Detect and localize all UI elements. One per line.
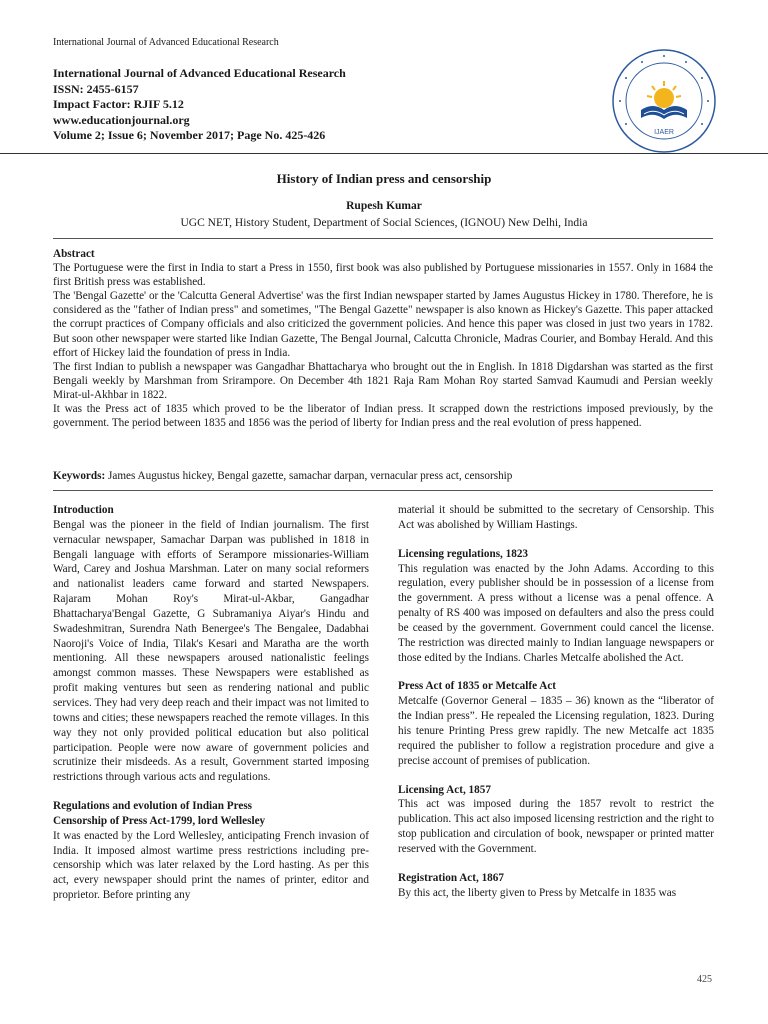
- censorship-text: It was enacted by the Lord Wellesley, anticipating French invasion of India. It imposed almost wartime press restrictions including pre-censorship which was later relaxed by the Lord hasting. As per this act, every newspaper should print the names of printer, editor and proprietor. Before printing any: [53, 829, 369, 902]
- introduction-text: Bengal was the pioneer in the field of Indian journalism. The first vernacular newspaper, Samachar Darpan was published in 1818 in Bengali language with efforts of Serampore missionaries-William Ward, Carey and Joshua Marshman. Later on many social reformers and nationalist leaders came forward and started Newspapers. Rajaram Mohan Roy's Mirat-ul-Akbar, Gangadhar Bhattacharya'Bengal Gazette, G Subramaniya Aiyar's Hindu and Swadeshmitran, Surendra Nath Benergee's The Bengalee, Dadabhai Naoroji's Voice of India, Tilak's Kesari and Maratha are the worth mentioning. All these newspapers aroused nationalistic feelings amongst common masses. These Newspapers were established as profit making ventures but seen as rendering national and public services. They had very deep reach and their impact was not limited to towns and cities; these newspapers reached the remote villages. In this way they not only provided political education but also political participation. People were now aware of government policies and scrutinize their misdeeds. As a result, Government started imposing restrictions through various acts and regulations.: [53, 518, 369, 784]
- keywords: [53, 470, 713, 482]
- left-column: [53, 503, 369, 903]
- continued-text: material it should be submitted to the secretary of Censorship. This Act was abolished by William Hastings.: [398, 504, 714, 531]
- abstract-paragraph: The Portuguese were the first in India to start a Press in 1550, first book was also published by Portuguese missionaries in 1557. Only in 1684 the first British press was established.: [53, 262, 713, 289]
- metcalfe-heading: Press Act of 1835 or Metcalfe Act: [398, 680, 557, 693]
- licensing-heading: Licensing regulations, 1823: [398, 547, 529, 560]
- page-number: 425: [697, 974, 712, 985]
- logo-label: IJAER: [654, 129, 674, 136]
- abstract-heading: Abstract: [53, 248, 95, 260]
- licensing-text: This regulation was enacted by the John Adams. According to this regulation, every publisher should be in possession of a license from the government. A press without a license was a penal offence. A penalty of RS 400 was imposed on defaulters and also the press could be ceased by the government. Government could cancel the license. The restriction was directed mainly to Indian language newspapers or those edited by the Indians. Charles Metcalfe abolished the Act.: [398, 562, 714, 664]
- licensing-1857-heading: Licensing Act, 1857: [398, 783, 491, 796]
- introduction-heading: Introduction: [53, 504, 114, 516]
- registration-1867-text: By this act, the liberty given to Press by Metcalfe in 1835 was: [398, 886, 677, 899]
- article-title: History of Indian press and censorship: [276, 171, 492, 186]
- journal-seal-icon: [611, 48, 717, 154]
- keywords-label: Keywords:: [53, 470, 106, 482]
- abstract-top-rule: [53, 238, 713, 239]
- abstract-paragraph: The first Indian to publish a newspaper was Gangadhar Bhattacharya who brought out the in English. In 1818 Digdarshan was started as the first Bengali weekly by Marshman from Srirampore. On December 4th 1821 Raja Ram Mohan Roy started Samvad Kaumudi and Persian weekly Mirat-ul-Akhbar in 1822.: [53, 360, 713, 401]
- metcalfe-text: Metcalfe (Governor General – 1835 – 36) known as the “liberator of the Indian press”. He repealed the Licensing regulation, 1823. During his tenure Printing Press grew rapidly. The new Metcalfe act 1835 required the publisher to follow a registration procedure and give a precise account of premises of publication.: [398, 695, 714, 767]
- right-column: [398, 503, 714, 900]
- abstract-paragraph: It was the Press act of 1835 which proved to be the liberator of Indian press. It scrapped down the restrictions imposed previously, by the government. The period between 1835 and 1856 was the period of liberty for Indian press and the real evolution of press happened.: [53, 403, 713, 430]
- author-affiliation: UGC NET, History Student, Department of Social Sciences, (IGNOU) New Delhi, India: [180, 217, 588, 229]
- licensing-1857-text: This act was imposed during the 1857 revolt to restrict the publication. This act also imposed licensing restriction and the right to stop publication and circulation of book, newspaper or printed matter reserved with the Government.: [398, 798, 714, 855]
- journal-website: www.educationjournal.org: [53, 112, 190, 127]
- censorship-heading: Censorship of Press Act-1799, lord Wellesley: [53, 814, 266, 827]
- keywords-rule: [53, 490, 713, 491]
- impact-factor: Impact Factor: RJIF 5.12: [53, 97, 184, 111]
- journal-info: [53, 66, 346, 144]
- author-name: Rupesh Kumar: [346, 200, 422, 212]
- registration-1867-heading: Registration Act, 1867: [398, 871, 504, 884]
- abstract-paragraph: The 'Bengal Gazette' or the 'Calcutta General Advertise' was the first Indian newspaper started by James Augustus Hickey in 1780. Therefore, he is considered as the "father of Indian press" and sometimes, "The Bengal Gazette" newspaper is also known as Hickey's Gazette. This paper attacked the corrupt practices of Company officials and also criticized the government policies. And hence this paper was closed in just two years in 1782. But soon other newspaper were started like Indian Gazette, The Bengal Journal, Calcutta Chronicle, Madras Courier, and Bombay Herald. And this effort of Hickey laid the foundation of press in India.: [53, 290, 713, 359]
- volume-info: Volume 2; Issue 6; November 2017; Page No. 425-426: [53, 128, 326, 142]
- issn: ISSN: 2455-6157: [53, 81, 139, 96]
- keywords-text: James Augustus hickey, Bengal gazette, samachar darpan, vernacular press act, censorship: [108, 470, 513, 482]
- regulations-heading: Regulations and evolution of Indian Press: [53, 800, 253, 813]
- abstract-section: [53, 247, 713, 430]
- running-head: International Journal of Advanced Educational Research: [53, 37, 279, 48]
- journal-name: International Journal of Advanced Educational Research: [53, 66, 346, 80]
- header-rule: [0, 153, 768, 154]
- journal-logo: [611, 48, 717, 154]
